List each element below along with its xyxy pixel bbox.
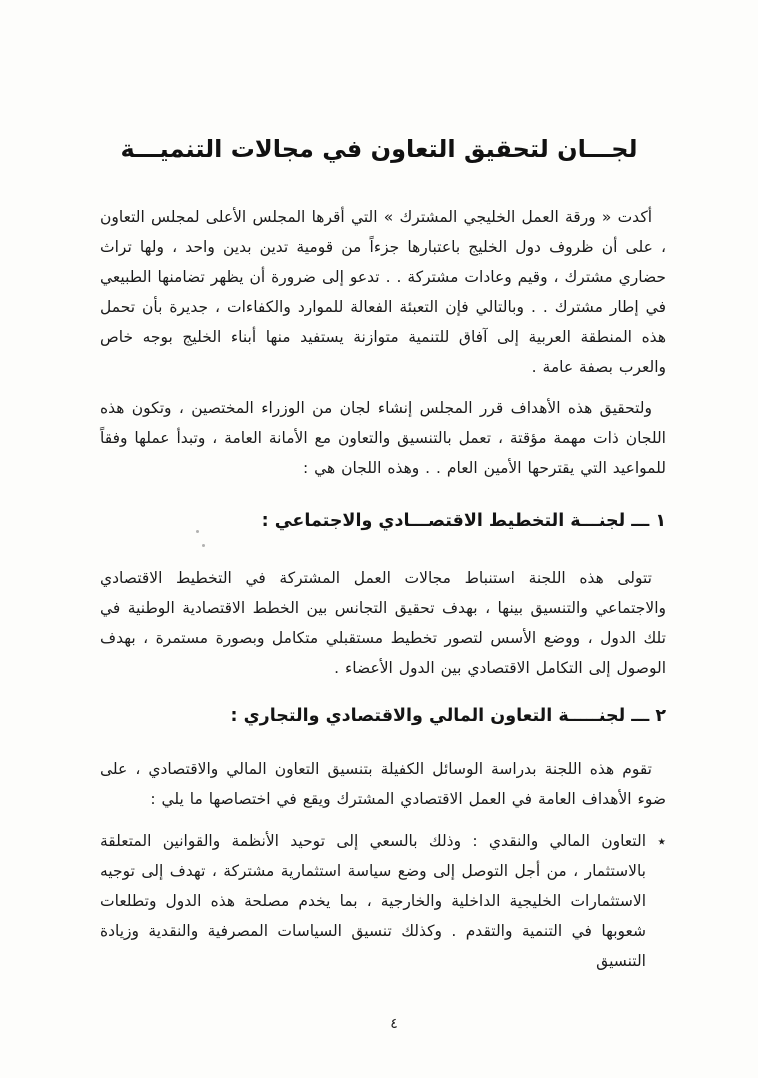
scan-speckle-artifact xyxy=(196,530,199,533)
intro-paragraph-1: أكدت « ورقة العمل الخليجي المشترك » التي أقرها المجلس الأعلى لمجلس التعاون ، على أن ظروف دول الخليج باعتبارها جزءاً من قومية تدين بدين واحد ، ولها تراث حضاري مشترك ، وقيم وعادات مشتركة . . تدعو إلى ضرورة أن يظهر تضامنها الطبيعي في إطار مشترك . . وبالتالي فإن التعبئة الفعالة للموارد والكفاءات ، جديرة بأن تحمل هذه المنطقة العربية إلى آفاق للتنمية متوازنة يستفيد منها أبناء الخليج بوجه خاص والعرب بصفة عامة . xyxy=(100,208,666,376)
section-1-heading: ١ ـــ لجنـــة التخطيط الاقتصـــادي والاجتماعي : xyxy=(261,511,666,531)
page-number: ٤ xyxy=(390,1016,398,1032)
bullet-item-text: التعاون المالي والنقدي : وذلك بالسعي إلى توحيد الأنظمة والقوانين المتعلقة بالاستثمار ، من أجل التوصل إلى وضع سياسة استثمارية مشتركة ، تهدف إلى توجيه الاستثمارات الخليجية الداخلية والخارجية ، بما يخدم مصلحة هذه الدول وتطلعات شعوبها في التنمية والتقدم . وكذلك تنسيق السياسات المصرفية والنقدية وزيادة التنسيق xyxy=(100,832,646,970)
page-title: لجـــان لتحقيق التعاون في مجالات التنميـــة xyxy=(120,135,638,163)
section-1-body-paragraph: تتولى هذه اللجنة استنباط مجالات العمل المشتركة في التخطيط الاقتصادي والاجتماعي والتنسيق بينها ، بهدف تحقيق التجانس بين الخطط الاقتصادية الوطنية في تلك الدول ، ووضع الأسس لتصور تخطيط مستقبلي متكامل وبصورة مستمرة ، بهدف الوصول إلى التكامل الاقتصادي بين الدول الأعضاء . xyxy=(100,569,666,677)
bullet-item xyxy=(100,826,666,976)
section-2-heading: ٢ ـــ لجنـــــة التعاون المالي والاقتصادي والتجاري : xyxy=(230,706,666,726)
bullet-star-icon: ٭ xyxy=(657,832,666,850)
section-2-body-paragraph: تقوم هذه اللجنة بدراسة الوسائل الكفيلة بتنسيق التعاون المالي والاقتصادي ، على ضوء الأهداف العامة في العمل الاقتصادي المشترك ويقع في اختصاصها ما يلي : xyxy=(100,760,666,808)
intro-paragraph-2: ولتحقيق هذه الأهداف قرر المجلس إنشاء لجان من الوزراء المختصين ، وتكون هذه اللجان ذات مهمة مؤقتة ، تعمل بالتنسيق والتعاون مع الأمانة العامة ، وتبدأ عملها وفقاً للمواعيد التي يقترحها الأمين العام . . وهذه اللجان هي : xyxy=(100,399,666,477)
